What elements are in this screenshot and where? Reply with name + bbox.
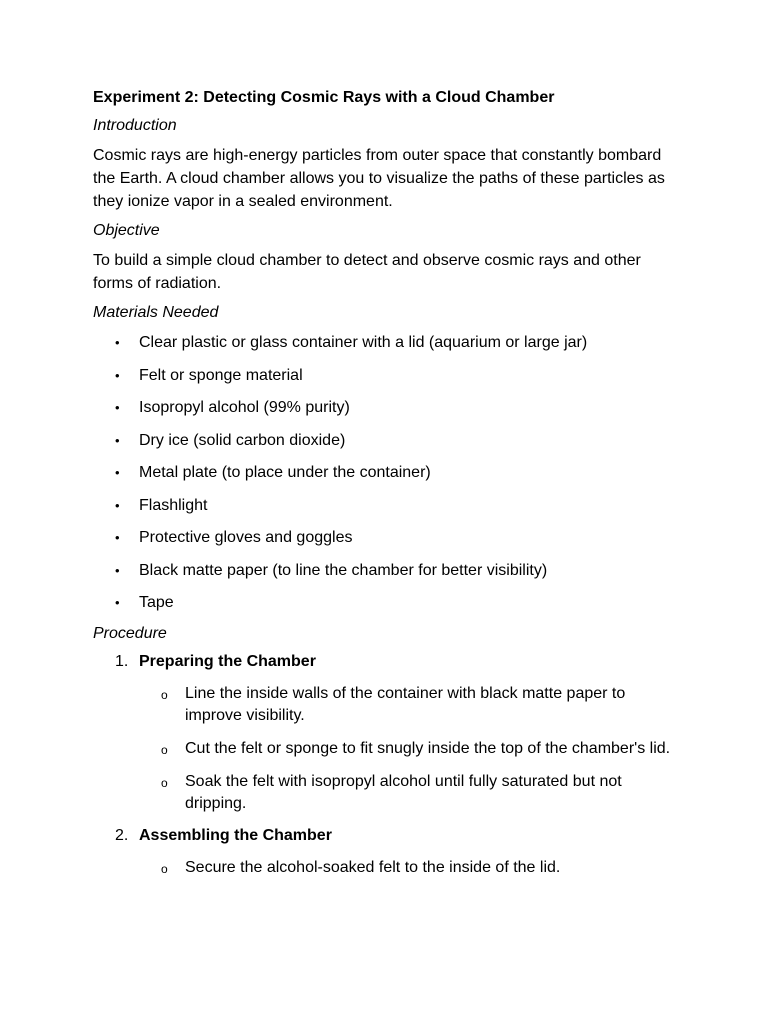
step-number: 1. bbox=[115, 652, 129, 670]
material-text: Isopropyl alcohol (99% purity) bbox=[139, 399, 350, 416]
objective-heading: Objective bbox=[93, 222, 160, 239]
document-title: Experiment 2: Detecting Cosmic Rays with a Cloud Chamber bbox=[93, 89, 555, 106]
list-item bbox=[93, 396, 683, 419]
bullet-icon: • bbox=[115, 595, 120, 610]
introduction-text: Cosmic rays are high-energy particles from outer space that constantly bombard the Earth. A cloud chamber allows you to visualize the paths of these particles as they ionize vapor in a sealed environment. bbox=[93, 147, 665, 210]
step-substeps bbox=[93, 683, 683, 815]
bullet-icon: • bbox=[115, 432, 120, 448]
substep-text: Cut the felt or sponge to fit snugly inside the top of the chamber's lid. bbox=[185, 739, 671, 757]
step-title: Preparing the Chamber bbox=[139, 652, 316, 670]
material-text: Flashlight bbox=[139, 496, 208, 514]
circle-bullet-icon: o bbox=[161, 775, 168, 790]
step-heading bbox=[93, 826, 683, 846]
substep-text: Soak the felt with isopropyl alcohol until fully saturated but not dripping. bbox=[185, 772, 622, 812]
material-text: Dry ice (solid carbon dioxide) bbox=[139, 431, 346, 449]
list-item bbox=[93, 526, 683, 549]
materials-heading: Materials Needed bbox=[93, 304, 219, 321]
material-text: Black matte paper (to line the chamber for better visibility) bbox=[139, 561, 548, 579]
substep-item bbox=[93, 857, 683, 879]
step-heading bbox=[93, 652, 683, 672]
procedure-heading: Procedure bbox=[93, 624, 167, 642]
material-text: Protective gloves and goggles bbox=[139, 529, 353, 546]
bullet-icon: • bbox=[115, 465, 120, 480]
procedure-step bbox=[93, 652, 683, 815]
circle-bullet-icon: o bbox=[161, 742, 168, 757]
substep-text: Line the inside walls of the container with black matte paper to improve visibility. bbox=[185, 684, 626, 724]
material-text: Clear plastic or glass container with a lid (aquarium or large jar) bbox=[139, 334, 588, 351]
material-text: Metal plate (to place under the container) bbox=[139, 464, 431, 481]
material-text: Tape bbox=[139, 594, 174, 611]
bullet-icon: • bbox=[115, 335, 120, 350]
list-item bbox=[93, 331, 683, 354]
list-item bbox=[93, 364, 683, 387]
list-item bbox=[93, 559, 683, 582]
procedure-list bbox=[93, 652, 683, 879]
circle-bullet-icon: o bbox=[161, 861, 168, 876]
list-item bbox=[93, 461, 683, 484]
step-substeps bbox=[93, 857, 683, 879]
circle-bullet-icon: o bbox=[161, 687, 168, 702]
bullet-icon: • bbox=[115, 497, 120, 513]
substep-item bbox=[93, 683, 683, 727]
substep-item bbox=[93, 738, 683, 760]
list-item bbox=[93, 494, 683, 517]
list-item bbox=[93, 429, 683, 452]
list-item bbox=[93, 591, 683, 614]
step-number: 2. bbox=[115, 826, 129, 844]
material-text: Felt or sponge material bbox=[139, 366, 303, 384]
objective-text: To build a simple cloud chamber to detect and observe cosmic rays and other forms of radiation. bbox=[93, 252, 641, 292]
bullet-icon: • bbox=[115, 400, 120, 415]
procedure-step bbox=[93, 826, 683, 879]
substep-text: Secure the alcohol-soaked felt to the inside of the lid. bbox=[185, 858, 561, 876]
bullet-icon: • bbox=[115, 367, 120, 383]
substep-item bbox=[93, 771, 683, 815]
bullet-icon: • bbox=[115, 530, 120, 545]
introduction-heading: Introduction bbox=[93, 117, 177, 134]
document-content bbox=[93, 88, 683, 890]
bullet-icon: • bbox=[115, 562, 120, 578]
step-title: Assembling the Chamber bbox=[139, 826, 332, 844]
materials-list bbox=[93, 331, 683, 614]
